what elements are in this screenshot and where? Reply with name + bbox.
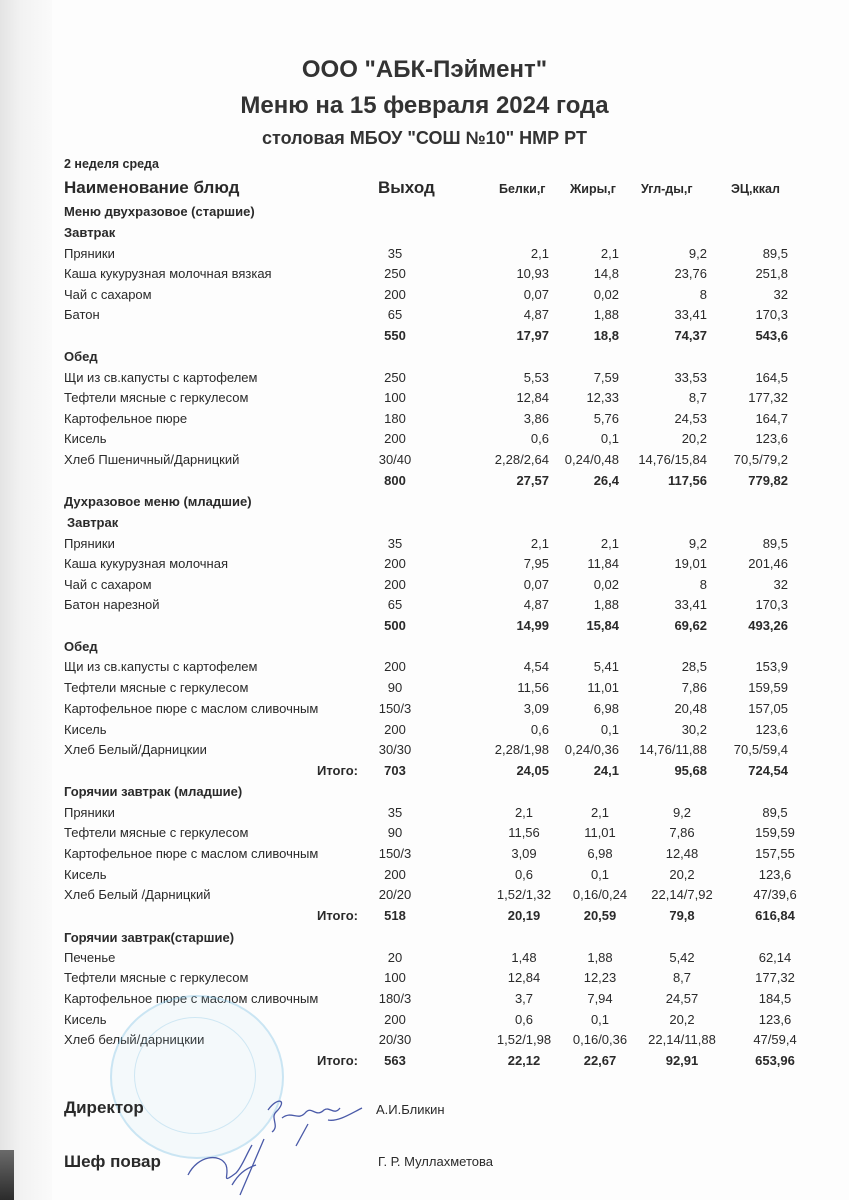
cell-carbs: 8 (699, 577, 707, 592)
cell-output: 100 (384, 970, 406, 985)
table-row (0, 657, 849, 677)
dish-name: Тефтели мясные с геркулесом (64, 970, 249, 985)
cell-protein: 0,6 (514, 867, 534, 882)
cell-energy: 164,5 (755, 370, 788, 385)
total-fat: 26,4 (593, 473, 619, 488)
total-protein: 27,57 (516, 473, 549, 488)
cell-fat: 0,1 (590, 867, 610, 882)
total-protein: 24,05 (516, 763, 549, 778)
cell-protein: 3,86 (523, 411, 549, 426)
table-row (0, 865, 849, 885)
total-row (0, 326, 849, 346)
cell-carbs: 30,2 (681, 722, 707, 737)
cell-protein: 3,09 (523, 701, 549, 716)
cell-carbs: 33,41 (674, 597, 707, 612)
cell-protein: 0,07 (523, 287, 549, 302)
cell-output: 35 (387, 805, 403, 820)
dish-name: Батон нарезной (64, 597, 160, 612)
cell-fat: 0,24/0,48 (564, 452, 619, 467)
table-row (0, 989, 849, 1009)
total-fat: 15,84 (586, 618, 619, 633)
cell-protein: 10,93 (516, 266, 549, 281)
table-row (0, 803, 849, 823)
cell-fat: 0,02 (593, 577, 619, 592)
total-output: 800 (384, 473, 406, 488)
cell-fat: 0,1 (600, 431, 619, 446)
meal-title: Обед (64, 639, 98, 654)
column-header-output: Выход (378, 178, 435, 197)
cell-energy: 123,6 (758, 867, 792, 882)
meal-title: Завтрак (67, 515, 119, 530)
meal-title: Завтрак (64, 225, 116, 240)
total-energy: 653,96 (755, 1053, 795, 1068)
cell-energy: 32 (773, 287, 788, 302)
cell-carbs: 33,53 (674, 370, 707, 385)
cell-carbs: 9,2 (672, 805, 692, 820)
menu-section-title: Меню двухразовое (старшие) (64, 204, 255, 219)
dish-name: Хлеб Белый /Дарницкий (64, 887, 211, 902)
cell-carbs: 7,86 (681, 680, 707, 695)
cell-protein: 2,1 (514, 805, 534, 820)
total-fat: 24,1 (593, 763, 619, 778)
dish-name: Щи из св.капусты с картофелем (64, 370, 258, 385)
table-row (0, 595, 849, 615)
cell-fat: 0,16/0,36 (572, 1032, 628, 1047)
cell-energy: 170,3 (755, 307, 788, 322)
cell-fat: 0,02 (593, 287, 619, 302)
cell-output: 200 (384, 1012, 406, 1027)
cell-energy: 123,6 (755, 722, 788, 737)
cell-carbs: 20,2 (669, 867, 695, 882)
cell-output: 180/3 (378, 991, 412, 1006)
total-output: 500 (384, 618, 406, 633)
location-subtitle: столовая МБОУ "СОШ №10" НМР РТ (262, 128, 587, 148)
cell-output: 250 (384, 266, 406, 281)
cell-fat: 7,59 (593, 370, 619, 385)
cell-fat: 2,1 (590, 805, 610, 820)
table-row (0, 948, 849, 968)
table-row (0, 575, 849, 595)
cell-energy: 123,6 (755, 431, 788, 446)
total-row (0, 906, 849, 926)
column-header-energy: ЭЦ,ккал (731, 182, 780, 196)
cell-energy: 201,46 (748, 556, 788, 571)
cell-fat: 5,76 (593, 411, 619, 426)
cell-carbs: 7,86 (669, 825, 695, 840)
table-row (0, 720, 849, 740)
cell-fat: 11,01 (587, 680, 619, 695)
dish-name: Щи из св.капусты с картофелем (64, 659, 258, 674)
cell-carbs: 20,48 (674, 701, 707, 716)
table-row (0, 429, 849, 449)
total-energy: 779,82 (748, 473, 788, 488)
director-label: Директор (64, 1098, 144, 1117)
cell-energy: 157,55 (755, 846, 795, 861)
table-row (0, 305, 849, 325)
table-row (0, 554, 849, 574)
dish-name: Пряники (64, 536, 115, 551)
table-row (0, 968, 849, 988)
total-energy: 616,84 (755, 908, 795, 923)
cell-fat: 2,1 (600, 536, 619, 551)
cell-output: 150/3 (378, 701, 412, 716)
cell-protein: 5,53 (523, 370, 549, 385)
cell-carbs: 8,7 (688, 390, 707, 405)
chef-label: Шеф повар (64, 1152, 161, 1171)
total-label: Итого: (317, 908, 358, 923)
cell-output: 35 (387, 246, 403, 261)
cell-output: 200 (384, 722, 406, 737)
cell-protein: 4,54 (523, 659, 549, 674)
table-row (0, 264, 849, 284)
cell-protein: 1,52/1,32 (496, 887, 552, 902)
cell-energy: 177,32 (748, 390, 788, 405)
cell-protein: 3,09 (511, 846, 537, 861)
cell-fat: 2,1 (600, 246, 619, 261)
cell-carbs: 24,57 (665, 991, 699, 1006)
cell-output: 35 (387, 536, 403, 551)
table-row (0, 844, 849, 864)
cell-carbs: 22,14/11,88 (648, 1032, 716, 1047)
column-header-protein: Белки,г (499, 182, 546, 196)
total-row (0, 616, 849, 636)
column-header-carbs: Угл-ды,г (641, 182, 693, 196)
menu-section-title: Горячии завтрак(старшие) (64, 930, 235, 945)
cell-protein: 2,1 (530, 536, 549, 551)
cell-carbs: 28,5 (681, 659, 707, 674)
dish-name: Кисель (64, 1012, 107, 1027)
dish-name: Тефтели мясные с геркулесом (64, 390, 249, 405)
total-protein: 14,99 (516, 618, 549, 633)
company-title: ООО "АБК-Пэймент" (301, 56, 548, 83)
cell-output: 90 (387, 825, 403, 840)
dish-name: Кисель (64, 722, 107, 737)
total-protein: 20,19 (507, 908, 541, 923)
total-output: 518 (384, 908, 406, 923)
dish-name: Каша кукурузная молочная (64, 556, 228, 571)
cell-output: 30/30 (378, 742, 412, 757)
cell-protein: 0,6 (514, 1012, 534, 1027)
cell-fat: 14,8 (593, 266, 619, 281)
cell-fat: 6,98 (593, 701, 619, 716)
total-label: Итого: (317, 1053, 358, 1068)
cell-output: 150/3 (378, 846, 412, 861)
cell-output: 200 (384, 659, 406, 674)
scan-dark-corner (0, 1150, 14, 1200)
total-fat: 22,67 (583, 1053, 617, 1068)
total-output: 703 (384, 763, 406, 778)
table-row (0, 678, 849, 698)
cell-energy: 123,6 (758, 1012, 792, 1027)
dish-name: Чай с сахаром (64, 287, 152, 302)
table-row (0, 823, 849, 843)
cell-fat: 0,1 (600, 722, 619, 737)
dish-name: Хлеб Белый/Дарницкии (64, 742, 207, 757)
cell-protein: 12,84 (507, 970, 541, 985)
cell-carbs: 20,2 (681, 431, 707, 446)
dish-name: Картофельное пюре с маслом сливочным (64, 846, 319, 861)
total-fat: 18,8 (593, 328, 619, 343)
cell-energy: 32 (773, 577, 788, 592)
director-name: А.И.Бликин (376, 1102, 445, 1117)
column-header-fat: Жиры,г (570, 182, 616, 196)
table-row (0, 409, 849, 429)
cell-protein: 0,07 (523, 577, 549, 592)
total-protein: 22,12 (507, 1053, 541, 1068)
total-output: 563 (384, 1053, 406, 1068)
cell-energy: 62,14 (758, 950, 792, 965)
cell-fat: 1,88 (593, 307, 619, 322)
cell-energy: 89,5 (762, 246, 788, 261)
cell-energy: 170,3 (755, 597, 788, 612)
total-carbs: 95,68 (674, 763, 707, 778)
cell-energy: 251,8 (755, 266, 788, 281)
cell-energy: 89,5 (762, 805, 788, 820)
cell-energy: 153,9 (755, 659, 788, 674)
cell-output: 200 (384, 867, 406, 882)
cell-energy: 47/59,4 (753, 1032, 797, 1047)
cell-energy: 47/39,6 (753, 887, 797, 902)
cell-carbs: 23,76 (674, 266, 707, 281)
cell-fat: 6,98 (587, 846, 613, 861)
total-protein: 17,97 (516, 328, 549, 343)
cell-carbs: 9,2 (688, 246, 707, 261)
dish-name: Чай с сахаром (64, 577, 152, 592)
column-header-name: Наименование блюд (64, 178, 240, 197)
dish-name: Кисель (64, 431, 107, 446)
cell-carbs: 33,41 (674, 307, 707, 322)
cell-fat: 12,33 (586, 390, 619, 405)
cell-protein: 11,56 (517, 680, 549, 695)
cell-output: 200 (384, 431, 406, 446)
total-carbs: 69,62 (674, 618, 707, 633)
cell-output: 180 (384, 411, 406, 426)
cell-protein: 2,28/2,64 (494, 452, 549, 467)
dish-name: Хлеб белый/дарницкии (64, 1032, 205, 1047)
total-energy: 543,6 (755, 328, 788, 343)
cell-output: 20 (387, 950, 403, 965)
dish-name: Пряники (64, 246, 115, 261)
total-row (0, 761, 849, 781)
cell-fat: 5,41 (593, 659, 619, 674)
cell-fat: 12,23 (583, 970, 617, 985)
cell-output: 200 (384, 577, 406, 592)
dish-name: Картофельное пюре с маслом сливочным (64, 701, 319, 716)
menu-section-title: Горячии завтрак (младшие) (64, 784, 243, 799)
cell-output: 200 (384, 287, 406, 302)
table-row (0, 740, 849, 760)
cell-fat: 11,01 (584, 825, 616, 840)
dish-name: Картофельное пюре (64, 411, 188, 426)
total-carbs: 74,37 (674, 328, 707, 343)
table-row (0, 699, 849, 719)
total-output: 550 (384, 328, 406, 343)
cell-carbs: 14,76/11,88 (639, 742, 707, 757)
menu-title: Меню на 15 февраля 2024 года (240, 92, 609, 119)
cell-carbs: 20,2 (669, 1012, 695, 1027)
cell-energy: 184,5 (758, 991, 792, 1006)
cell-output: 20/30 (378, 1032, 412, 1047)
total-carbs: 117,56 (667, 473, 707, 488)
cell-fat: 7,94 (587, 991, 613, 1006)
dish-name: Хлеб Пшеничный/Дарницкий (64, 452, 240, 467)
cell-protein: 12,84 (516, 390, 549, 405)
cell-output: 65 (387, 597, 403, 612)
total-carbs: 79,8 (669, 908, 695, 923)
cell-protein: 7,95 (523, 556, 549, 571)
cell-energy: 164,7 (755, 411, 788, 426)
dish-name: Картофельное пюре с маслом сливочным (64, 991, 319, 1006)
cell-carbs: 24,53 (674, 411, 707, 426)
cell-carbs: 5,42 (669, 950, 695, 965)
cell-energy: 159,59 (755, 825, 795, 840)
cell-fat: 0,24/0,36 (564, 742, 619, 757)
cell-protein: 4,87 (523, 307, 549, 322)
cell-output: 90 (387, 680, 403, 695)
cell-carbs: 8 (699, 287, 707, 302)
cell-protein: 1,52/1,98 (496, 1032, 552, 1047)
dish-name: Кисель (64, 867, 107, 882)
dish-name: Каша кукурузная молочная вязкая (64, 266, 272, 281)
cell-energy: 70,5/59,4 (733, 742, 788, 757)
dish-name: Печенье (64, 950, 116, 965)
cell-output: 65 (387, 307, 403, 322)
cell-fat: 1,88 (587, 950, 613, 965)
dish-name: Тефтели мясные с геркулесом (64, 680, 249, 695)
cell-output: 250 (384, 370, 406, 385)
total-energy: 724,54 (748, 763, 788, 778)
cell-carbs: 9,2 (688, 536, 707, 551)
table-row (0, 885, 849, 905)
table-row (0, 244, 849, 264)
table-row (0, 285, 849, 305)
table-row (0, 534, 849, 554)
cell-protein: 3,7 (514, 991, 534, 1006)
cell-output: 30/40 (378, 452, 412, 467)
cell-protein: 0,6 (530, 722, 549, 737)
cell-carbs: 19,01 (674, 556, 707, 571)
cell-fat: 11,84 (587, 556, 619, 571)
cell-fat: 0,1 (590, 1012, 610, 1027)
total-row (0, 471, 849, 491)
cell-protein: 1,48 (511, 950, 537, 965)
cell-carbs: 12,48 (665, 846, 699, 861)
meal-title: Обед (64, 349, 98, 364)
cell-carbs: 8,7 (672, 970, 692, 985)
total-carbs: 92,91 (665, 1053, 699, 1068)
cell-output: 200 (384, 556, 406, 571)
cell-protein: 4,87 (523, 597, 549, 612)
cell-carbs: 22,14/7,92 (651, 887, 713, 902)
cell-carbs: 14,76/15,84 (638, 452, 707, 467)
cell-protein: 11,56 (508, 825, 540, 840)
cell-energy: 89,5 (762, 536, 788, 551)
week-day-label: 2 неделя среда (64, 157, 159, 171)
table-row (0, 368, 849, 388)
total-label: Итого: (317, 763, 358, 778)
total-fat: 20,59 (583, 908, 617, 923)
cell-energy: 177,32 (755, 970, 795, 985)
chef-signature-icon (180, 1135, 280, 1200)
dish-name: Тефтели мясные с геркулесом (64, 825, 249, 840)
table-row (0, 388, 849, 408)
cell-energy: 70,5/79,2 (733, 452, 788, 467)
cell-energy: 159,59 (748, 680, 788, 695)
cell-protein: 2,28/1,98 (494, 742, 549, 757)
cell-output: 20/20 (378, 887, 412, 902)
total-energy: 493,26 (748, 618, 788, 633)
dish-name: Батон (64, 307, 100, 322)
cell-protein: 0,6 (530, 431, 549, 446)
cell-protein: 2,1 (530, 246, 549, 261)
cell-energy: 157,05 (748, 701, 788, 716)
cell-fat: 1,88 (593, 597, 619, 612)
menu-section-title: Духразовое меню (младшие) (64, 494, 252, 509)
cell-fat: 0,16/0,24 (572, 887, 628, 902)
dish-name: Пряники (64, 805, 115, 820)
cell-output: 100 (384, 390, 406, 405)
chef-name: Г. Р. Муллахметова (378, 1154, 493, 1169)
table-row (0, 450, 849, 470)
